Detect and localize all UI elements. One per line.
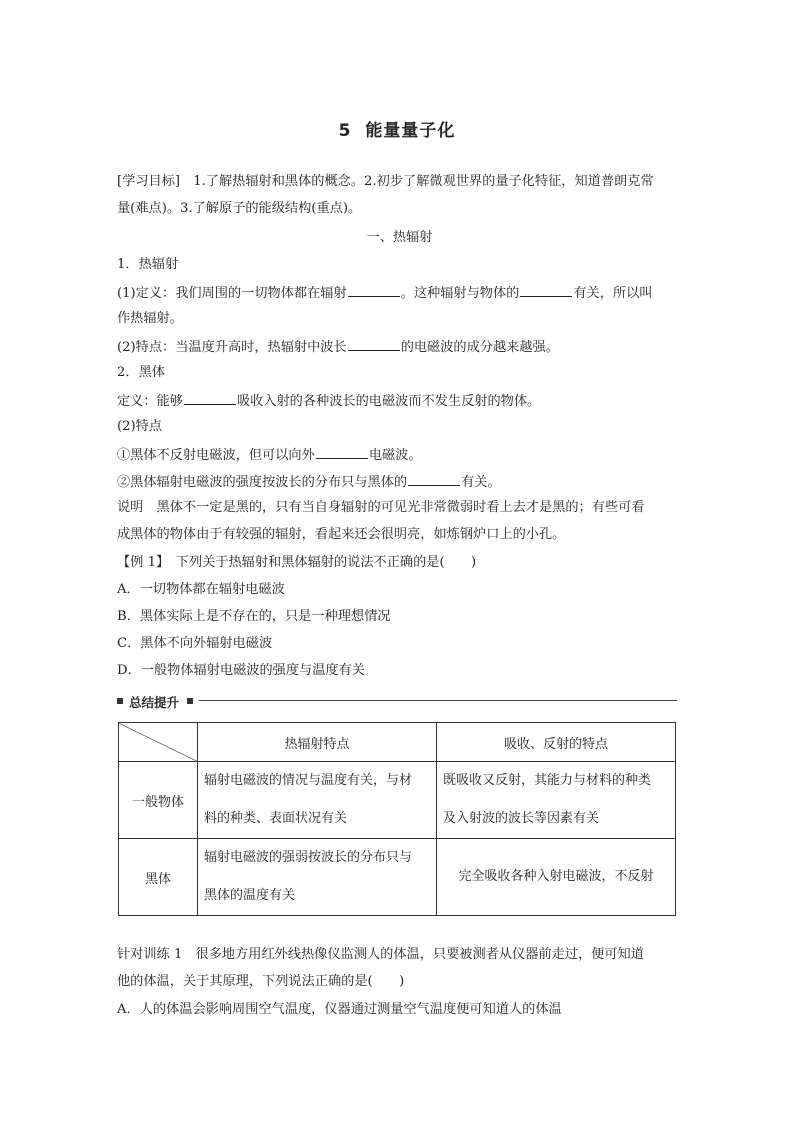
- fill-in-blank[interactable]: [520, 283, 572, 297]
- fill-in-blank[interactable]: [348, 337, 400, 351]
- example-1-stem: 【例 1】 下列关于热辐射和黑体辐射的说法不正确的是( ): [117, 555, 477, 570]
- feature-1-text-a: (2)特点：当温度升高时，热辐射中波长: [117, 340, 347, 355]
- objectives-line-2: 量(难点)。3.了解原子的能级结构(重点)。: [117, 201, 362, 216]
- feature-2-2-text-b: 有关。: [461, 475, 501, 490]
- feature-2-heading: (2)特点: [117, 419, 163, 434]
- summary-header: [117, 694, 677, 708]
- practice-1-option-a: A．人的体温会影响周围空气温度，仪器通过测量空气温度便可知道人的体温: [117, 1002, 562, 1017]
- example-1-option-b: B．黑体实际上是不存在的，只是一种理想情况: [117, 609, 391, 624]
- definition-1-text-a: (1)定义：我们周围的一切物体都在辐射: [117, 286, 347, 301]
- item-1-heading: 1．热辐射: [117, 257, 179, 272]
- feature-2-point-2: [117, 472, 682, 492]
- radiation-cell: [198, 762, 437, 839]
- feature-2-1-text-a: ①黑体不反射电磁波，但可以向外: [117, 448, 315, 463]
- example-1-option-d: D．一般物体辐射电磁波的强度与温度有关: [117, 663, 365, 678]
- fill-in-blank[interactable]: [348, 283, 400, 297]
- section-number: 5: [338, 121, 352, 141]
- note-line-2: 成黑体的物体由于有较强的辐射，看起来还会很明亮，如炼钢炉口上的小孔。: [117, 527, 566, 542]
- feature-1-line: [117, 337, 682, 357]
- table-corner-diagonal: [119, 723, 198, 762]
- fill-in-blank[interactable]: [408, 472, 460, 486]
- definition-2-line: [117, 391, 682, 411]
- fill-in-blank[interactable]: [184, 391, 236, 405]
- title-text: 能量量子化: [365, 121, 456, 141]
- definition-1-line-2: 作热辐射。: [117, 311, 183, 326]
- fill-in-blank[interactable]: [316, 445, 368, 459]
- cell-line: 完全吸收各种入射电磁波，不反射: [458, 869, 654, 884]
- absorption-cell: [437, 762, 676, 839]
- cell-line: 及入射波的波长等因素有关: [443, 811, 600, 826]
- item-2-heading: 2．黑体: [117, 365, 165, 380]
- example-1-option-a: A．一切物体都在辐射电磁波: [117, 582, 285, 597]
- summary-table: [118, 722, 676, 916]
- feature-2-2-text-a: ②黑体辐射电磁波的强度按波长的分布只与黑体的: [117, 475, 408, 490]
- cell-line: 辐射电磁波的情况与温度有关，与材: [204, 773, 413, 788]
- example-1-option-c: C．黑体不向外辐射电磁波: [117, 636, 273, 651]
- row-label: 黑体: [119, 839, 198, 916]
- section-heading-thermal-radiation: 一、热辐射: [366, 230, 433, 245]
- definition-2-text-b: 吸收入射的各种波长的电磁波而不发生反射的物体。: [236, 394, 541, 409]
- feature-2-1-text-b: 电磁波。: [368, 448, 422, 463]
- note-line-1: 说明 黑体不一定是黑的，只有当自身辐射的可见光非常微弱时看上去才是黑的；有些可看: [117, 500, 645, 515]
- feature-2-point-1: [117, 445, 682, 465]
- practice-1-line-2: 他的体温，关于其原理，下列说法正确的是( ): [117, 974, 405, 989]
- feature-1-text-b: 的电磁波的成分越来越强。: [400, 340, 559, 355]
- radiation-cell: [198, 839, 437, 916]
- table-header-radiation: 热辐射特点: [198, 723, 437, 762]
- definition-2-text-a: 定义：能够: [117, 394, 183, 409]
- objectives-line-1: [学习目标] 1.了解热辐射和黑体的概念。2.初步了解微观世界的量子化特征，知道普朗克常: [117, 174, 654, 189]
- square-bullet-icon: [187, 698, 193, 704]
- practice-1-line-1: 针对训练 1 很多地方用红外线热像仪监测人的体温，只要被测者从仪器前走过，便可知道: [117, 947, 644, 962]
- definition-1-text-c: 有关，所以叫: [573, 286, 653, 301]
- table-header-absorption: 吸收、反射的特点: [437, 723, 676, 762]
- cell-line: 既吸收又反射，其能力与材料的种类: [443, 773, 652, 788]
- definition-1-line: [117, 283, 682, 303]
- absorption-cell: [437, 839, 676, 916]
- table-row: [119, 762, 676, 839]
- cell-line: 辐射电磁波的强弱按波长的分布只与: [204, 850, 413, 865]
- summary-label: 总结提升: [129, 695, 180, 710]
- table-row: [119, 839, 676, 916]
- divider: [199, 700, 677, 701]
- row-label: 一般物体: [119, 762, 198, 839]
- cell-line: 料的种类、表面状况有关: [204, 811, 348, 826]
- page-title: [0, 116, 794, 141]
- definition-1-text-b: 。这种辐射与物体的: [400, 286, 520, 301]
- cell-line: 黑体的温度有关: [204, 888, 296, 903]
- square-bullet-icon: [117, 698, 123, 704]
